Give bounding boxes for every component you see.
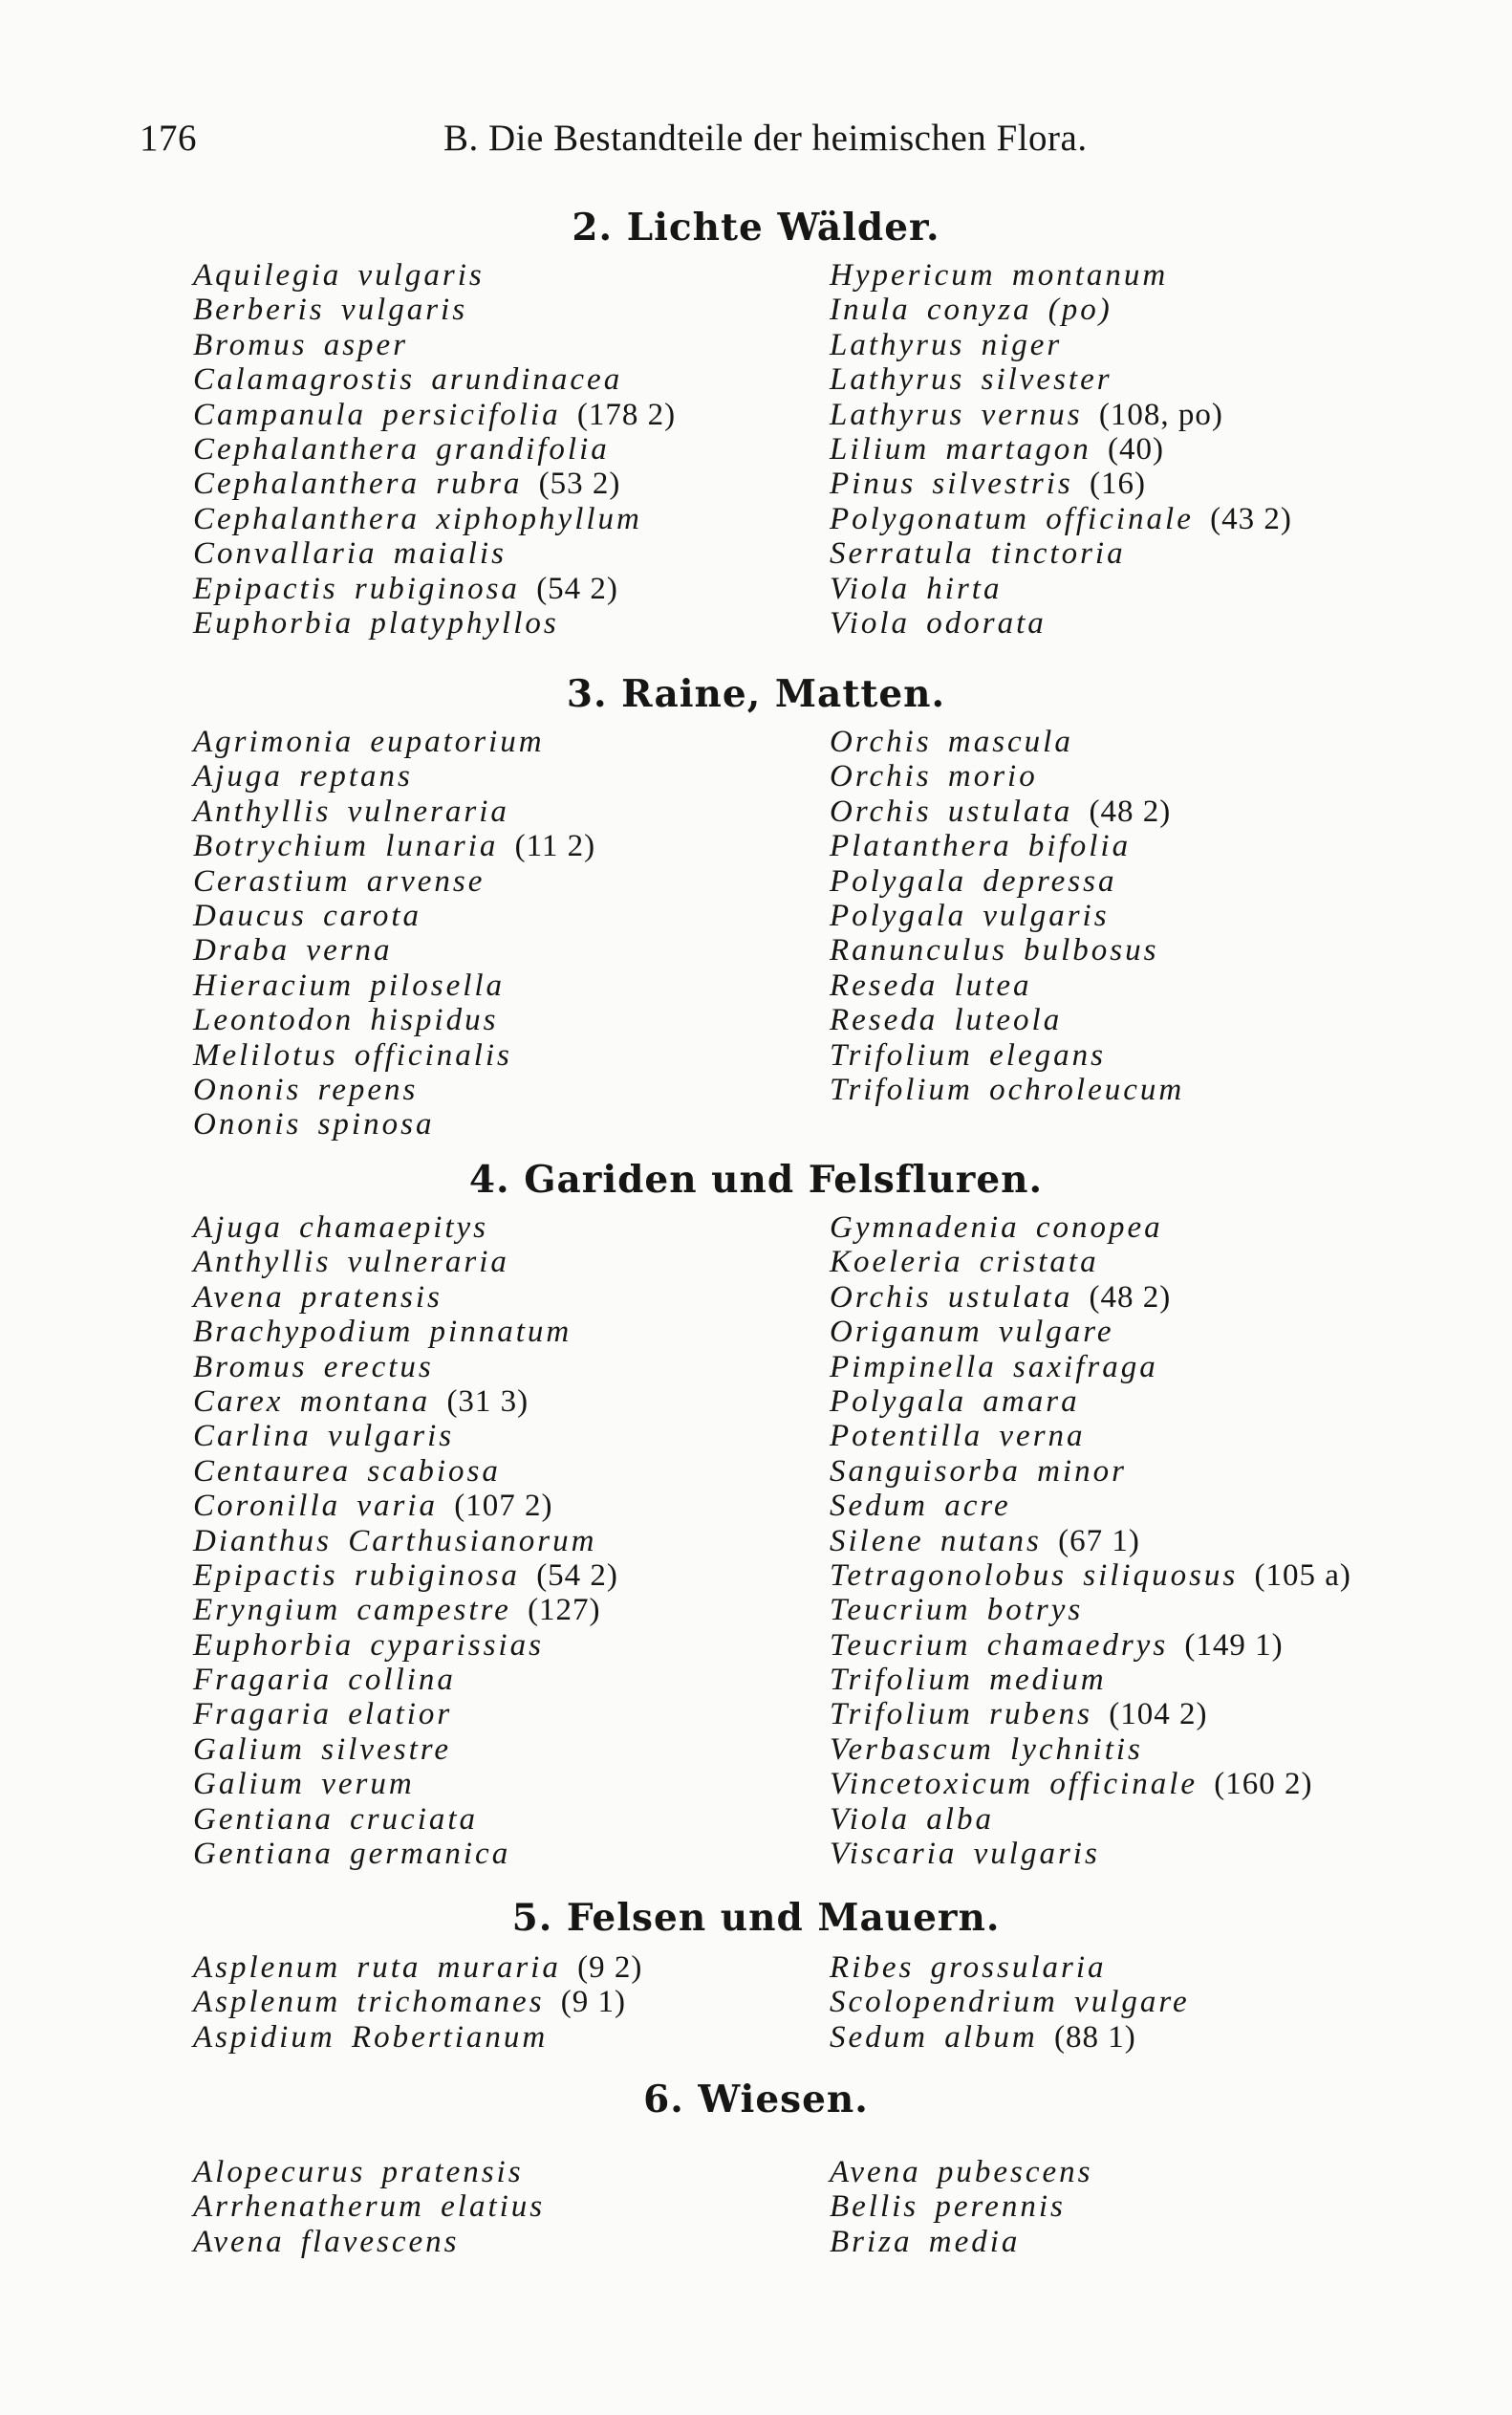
species-name: Viola alba xyxy=(830,1801,994,1837)
species-entry xyxy=(193,1210,618,1245)
species-name: Botrychium lunaria xyxy=(193,829,499,864)
species-name: Ribes grossularia xyxy=(830,1950,1107,1985)
species-name: Sedum album xyxy=(830,2019,1038,2055)
species-name: Pinus silvestris xyxy=(830,467,1073,502)
species-name: Arrhenatherum elatius xyxy=(193,2189,546,2225)
species-reference: (16) xyxy=(1090,467,1146,502)
species-name: Lathyrus niger xyxy=(830,327,1063,362)
species-name: Calamagrostis arundinacea xyxy=(193,362,623,398)
section-felsen-mauern xyxy=(0,1893,1512,2055)
species-entry xyxy=(830,1663,1351,1697)
species-entry xyxy=(830,536,1292,571)
species-entry xyxy=(193,1315,618,1349)
species-entry xyxy=(830,432,1292,467)
species-entry xyxy=(830,1073,1184,1107)
species-name: Alopecurus pratensis xyxy=(193,2155,524,2189)
species-name: Polygonatum officinale xyxy=(830,501,1194,536)
species-entry xyxy=(830,1767,1351,1801)
species-name: Ononis repens xyxy=(193,1072,419,1107)
species-name: Sedum acre xyxy=(830,1489,1011,1524)
species-entry xyxy=(193,1697,618,1731)
species-entry xyxy=(193,2155,545,2189)
species-entry xyxy=(193,502,676,536)
species-reference: (149 1) xyxy=(1184,1627,1284,1663)
species-entry xyxy=(830,899,1184,933)
species-name: Convallaria maialis xyxy=(193,536,507,572)
species-name: Trifolium elegans xyxy=(830,1037,1106,1073)
species-name: Origanum vulgare xyxy=(830,1315,1114,1350)
species-entry xyxy=(193,572,676,606)
species-name: Lilium martagon xyxy=(830,431,1091,467)
species-name: Aquilegia vulgaris xyxy=(193,258,485,293)
species-name: Scolopendrium vulgare xyxy=(830,1985,1190,2020)
species-name: Gentiana germanica xyxy=(193,1837,511,1872)
species-entry xyxy=(830,968,1184,1003)
species-entry xyxy=(830,2225,1093,2259)
species-entry xyxy=(193,933,595,968)
species-name: Serratula tinctoria xyxy=(830,536,1126,572)
section-wiesen xyxy=(0,2075,1512,2259)
species-reference: (88 1) xyxy=(1053,2019,1136,2055)
species-name: Trifolium ochroleucum xyxy=(830,1072,1185,1107)
species-name: Viola hirta xyxy=(830,571,1003,606)
species-name: Berberis vulgaris xyxy=(193,293,468,328)
species-entry xyxy=(193,432,676,467)
species-entry xyxy=(193,864,595,899)
species-name: Bellis perennis xyxy=(830,2189,1066,2225)
species-entry xyxy=(193,1802,618,1837)
running-title: B. Die Bestandteile der heimischen Flora. xyxy=(443,118,1088,159)
species-name: Lathyrus vernus xyxy=(830,397,1083,432)
species-entry xyxy=(193,1558,618,1593)
species-entry xyxy=(830,1802,1351,1837)
species-name: Ajuga reptans xyxy=(193,759,413,794)
species-name: Orchis mascula xyxy=(830,725,1073,759)
species-list-right xyxy=(830,2155,1093,2259)
species-entry xyxy=(830,362,1292,397)
species-entry xyxy=(830,794,1184,829)
species-name: Hypericum montanum xyxy=(830,258,1169,293)
species-name: Ononis spinosa xyxy=(193,1107,435,1142)
species-entry xyxy=(193,1593,618,1627)
species-name: Agrimonia eupatorium xyxy=(193,725,545,759)
section-gariden-felsfluren xyxy=(0,1155,1512,1872)
species-entry xyxy=(830,1038,1184,1073)
species-reference: (104 2) xyxy=(1109,1697,1208,1732)
species-name: Eryngium campestre xyxy=(193,1593,511,1628)
species-name: Orchis ustulata xyxy=(830,1279,1073,1315)
species-list-right xyxy=(830,1210,1351,1871)
species-entry xyxy=(193,1837,618,1871)
species-entry xyxy=(193,1732,618,1767)
species-reference: (54 2) xyxy=(536,1557,618,1593)
species-name: Sanguisorba minor xyxy=(830,1453,1127,1489)
species-entry xyxy=(193,829,595,863)
species-name: Leontodon hispidus xyxy=(193,1003,499,1038)
section-heading: 5. Felsen und Mauern. xyxy=(511,1896,1001,1940)
species-name: Ajuga chamaepitys xyxy=(193,1210,489,1245)
species-name: Daucus carota xyxy=(193,898,422,933)
species-name: Asplenum ruta muraria xyxy=(193,1950,561,1985)
species-name: Viscaria vulgaris xyxy=(830,1837,1100,1872)
species-entry xyxy=(830,1697,1351,1731)
species-name: Lathyrus silvester xyxy=(830,362,1112,398)
species-entry xyxy=(830,467,1292,501)
species-name: Polygala depressa xyxy=(830,863,1117,899)
species-entry xyxy=(193,258,676,293)
species-name: Verbascum lychnitis xyxy=(830,1731,1143,1767)
species-name: Dianthus Carthusianorum xyxy=(193,1523,597,1558)
species-entry xyxy=(830,572,1292,606)
species-reference: (48 2) xyxy=(1089,794,1172,829)
species-entry xyxy=(830,829,1184,863)
species-entry xyxy=(830,2155,1093,2189)
species-entry xyxy=(193,2189,545,2224)
species-entry xyxy=(193,759,595,794)
species-name: Potentilla verna xyxy=(830,1419,1086,1454)
species-name: Polygala vulgaris xyxy=(830,898,1110,933)
species-name: Vincetoxicum officinale xyxy=(830,1767,1199,1802)
species-entry xyxy=(193,467,676,501)
species-entry xyxy=(193,1524,618,1558)
species-entry xyxy=(193,536,676,571)
species-entry xyxy=(830,606,1292,641)
species-entry xyxy=(193,725,595,759)
species-entry xyxy=(193,606,676,641)
species-entry xyxy=(193,398,676,432)
species-entry xyxy=(830,1593,1351,1627)
species-entry xyxy=(830,725,1184,759)
species-name: Brachypodium pinnatum xyxy=(193,1315,572,1350)
species-list-left xyxy=(193,2155,545,2259)
species-name: Gymnadenia conopea xyxy=(830,1210,1163,1245)
species-entry xyxy=(830,1245,1351,1279)
species-entry xyxy=(193,1107,595,1142)
species-name: Teucrium botrys xyxy=(830,1593,1084,1628)
species-entry xyxy=(193,899,595,933)
species-reference: (54 2) xyxy=(536,571,618,606)
species-entry xyxy=(193,1384,618,1419)
species-name: Pimpinella saxifraga xyxy=(830,1349,1158,1384)
species-name: Bromus erectus xyxy=(193,1349,434,1384)
species-name: Gentiana cruciata xyxy=(193,1801,479,1837)
species-name: Melilotus officinalis xyxy=(193,1037,512,1073)
species-name: Cephalanthera xiphophyllum xyxy=(193,501,642,536)
species-entry xyxy=(830,1280,1351,1315)
species-entry xyxy=(830,1558,1351,1593)
species-name: Aspidium Robertianum xyxy=(193,2019,549,2055)
species-name: Trifolium rubens xyxy=(830,1697,1092,1732)
species-entry xyxy=(193,1350,618,1384)
species-entry xyxy=(830,1489,1351,1523)
species-entry xyxy=(830,1350,1351,1384)
species-name: Coronilla varia xyxy=(193,1489,439,1524)
species-entry xyxy=(193,1003,595,1037)
species-reference: (160 2) xyxy=(1214,1767,1313,1802)
species-entry xyxy=(830,1950,1190,1985)
species-reference: (107 2) xyxy=(454,1489,553,1524)
species-entry xyxy=(830,864,1184,899)
species-name: Avena flavescens xyxy=(193,2224,460,2259)
species-entry xyxy=(830,502,1292,536)
species-name: Fragaria elatior xyxy=(193,1697,453,1732)
species-reference: (48 2) xyxy=(1089,1279,1172,1315)
species-reference: (11 2) xyxy=(514,829,596,864)
species-list-right xyxy=(830,1950,1190,2055)
species-name: Campanula persicifolia xyxy=(193,397,561,432)
section-lichte-waelder xyxy=(0,203,1512,641)
species-name: Galium verum xyxy=(193,1767,415,1802)
species-name: Polygala amara xyxy=(830,1383,1080,1419)
species-entry xyxy=(193,794,595,829)
species-list-left xyxy=(193,725,595,1142)
species-entry xyxy=(830,1628,1351,1663)
species-entry xyxy=(193,1280,618,1315)
species-reference: (127) xyxy=(528,1593,601,1628)
species-entry xyxy=(193,1489,618,1523)
species-list-left xyxy=(193,1210,618,1871)
species-entry xyxy=(193,1663,618,1697)
species-name: Briza media xyxy=(830,2224,1021,2259)
species-entry xyxy=(193,328,676,362)
species-entry xyxy=(193,1985,642,2019)
page-number: 176 xyxy=(140,118,197,159)
species-name: Reseda lutea xyxy=(830,968,1032,1003)
species-entry xyxy=(193,2225,545,2259)
section-heading: 4. Gariden und Felsfluren. xyxy=(468,1158,1044,1202)
species-name: Hieracium pilosella xyxy=(193,968,506,1003)
species-entry xyxy=(830,1210,1351,1245)
species-entry xyxy=(830,1985,1190,2019)
species-entry xyxy=(830,1315,1351,1349)
species-name: Orchis ustulata xyxy=(830,794,1073,829)
species-entry xyxy=(830,258,1292,293)
species-entry xyxy=(830,1454,1351,1489)
species-reference: (43 2) xyxy=(1210,501,1292,536)
species-entry xyxy=(193,1950,642,1985)
species-entry xyxy=(193,1628,618,1663)
species-entry xyxy=(193,1245,618,1279)
species-name: Tetragonolobus siliquosus xyxy=(830,1557,1239,1593)
species-name: Carex montana xyxy=(193,1383,431,1419)
species-name: Reseda luteola xyxy=(830,1003,1063,1038)
species-reference: (108, po) xyxy=(1098,397,1223,432)
species-entry xyxy=(830,1003,1184,1037)
species-entry xyxy=(830,1524,1351,1558)
species-name: Avena pubescens xyxy=(830,2155,1093,2189)
species-reference: (178 2) xyxy=(576,397,677,432)
species-name: Platanthera bifolia xyxy=(830,829,1132,864)
species-entry xyxy=(193,1073,595,1107)
species-entry xyxy=(193,968,595,1003)
section-heading: 3. Raine, Matten. xyxy=(566,672,946,716)
species-name: Epipactis rubiginosa xyxy=(193,571,520,606)
section-raine-matten xyxy=(0,669,1512,1142)
species-reference: (40) xyxy=(1108,431,1165,467)
species-name: Fragaria collina xyxy=(193,1663,456,1698)
species-name: Cephalanthera grandifolia xyxy=(193,431,610,467)
species-name: Orchis morio xyxy=(830,759,1038,794)
species-entry xyxy=(193,1767,618,1801)
species-name: Anthyllis vulneraria xyxy=(193,794,509,829)
species-reference: (9 1) xyxy=(560,1985,627,2020)
species-name: Cerastium arvense xyxy=(193,863,486,899)
species-entry xyxy=(830,398,1292,432)
species-name: Carlina vulgaris xyxy=(193,1419,455,1454)
species-entry xyxy=(830,1419,1351,1453)
species-entry xyxy=(830,293,1292,327)
species-name: Trifolium medium xyxy=(830,1663,1107,1698)
section-heading: 2. Lichte Wälder. xyxy=(572,206,940,250)
species-entry xyxy=(193,1419,618,1453)
species-list-right xyxy=(830,258,1292,641)
species-entry xyxy=(830,328,1292,362)
species-list-left xyxy=(193,258,676,641)
species-entry xyxy=(830,1837,1351,1871)
species-name: Epipactis rubiginosa xyxy=(193,1557,520,1593)
species-reference: (105 a) xyxy=(1254,1557,1351,1593)
species-name: Draba verna xyxy=(193,933,393,968)
species-name: Ranunculus bulbosus xyxy=(830,933,1159,968)
species-entry xyxy=(193,362,676,397)
section-heading: 6. Wiesen. xyxy=(643,2078,869,2121)
species-entry xyxy=(193,2020,642,2055)
species-entry xyxy=(193,1038,595,1073)
species-reference: (53 2) xyxy=(538,467,621,502)
species-entry xyxy=(830,933,1184,968)
species-reference: (9 2) xyxy=(577,1950,643,1985)
species-list-left xyxy=(193,1950,642,2055)
species-reference: (31 3) xyxy=(446,1383,529,1419)
species-name: Viola odorata xyxy=(830,605,1047,641)
species-name: Teucrium chamaedrys xyxy=(830,1627,1169,1663)
species-name: Anthyllis vulneraria xyxy=(193,1245,509,1280)
species-name: Koeleria cristata xyxy=(830,1245,1099,1280)
species-name: Cephalanthera rubra xyxy=(193,467,523,502)
species-entry xyxy=(830,1384,1351,1419)
species-name: Bromus asper xyxy=(193,327,409,362)
species-name: Galium silvestre xyxy=(193,1731,451,1767)
species-name: Euphorbia cyparissias xyxy=(193,1627,544,1663)
species-entry xyxy=(830,1732,1351,1767)
species-name: Avena pratensis xyxy=(193,1279,443,1315)
species-reference: (67 1) xyxy=(1058,1523,1140,1558)
species-entry xyxy=(830,2189,1093,2224)
species-name: Centaurea scabiosa xyxy=(193,1453,501,1489)
species-entry xyxy=(830,2020,1190,2055)
species-entry xyxy=(193,293,676,327)
species-entry xyxy=(830,759,1184,794)
species-name: Silene nutans xyxy=(830,1523,1042,1558)
species-list-right xyxy=(830,725,1184,1107)
species-name: Inula conyza (po) xyxy=(830,293,1112,328)
species-name: Euphorbia platyphyllos xyxy=(193,605,559,641)
species-entry xyxy=(193,1454,618,1489)
species-name: Asplenum trichomanes xyxy=(193,1985,545,2020)
